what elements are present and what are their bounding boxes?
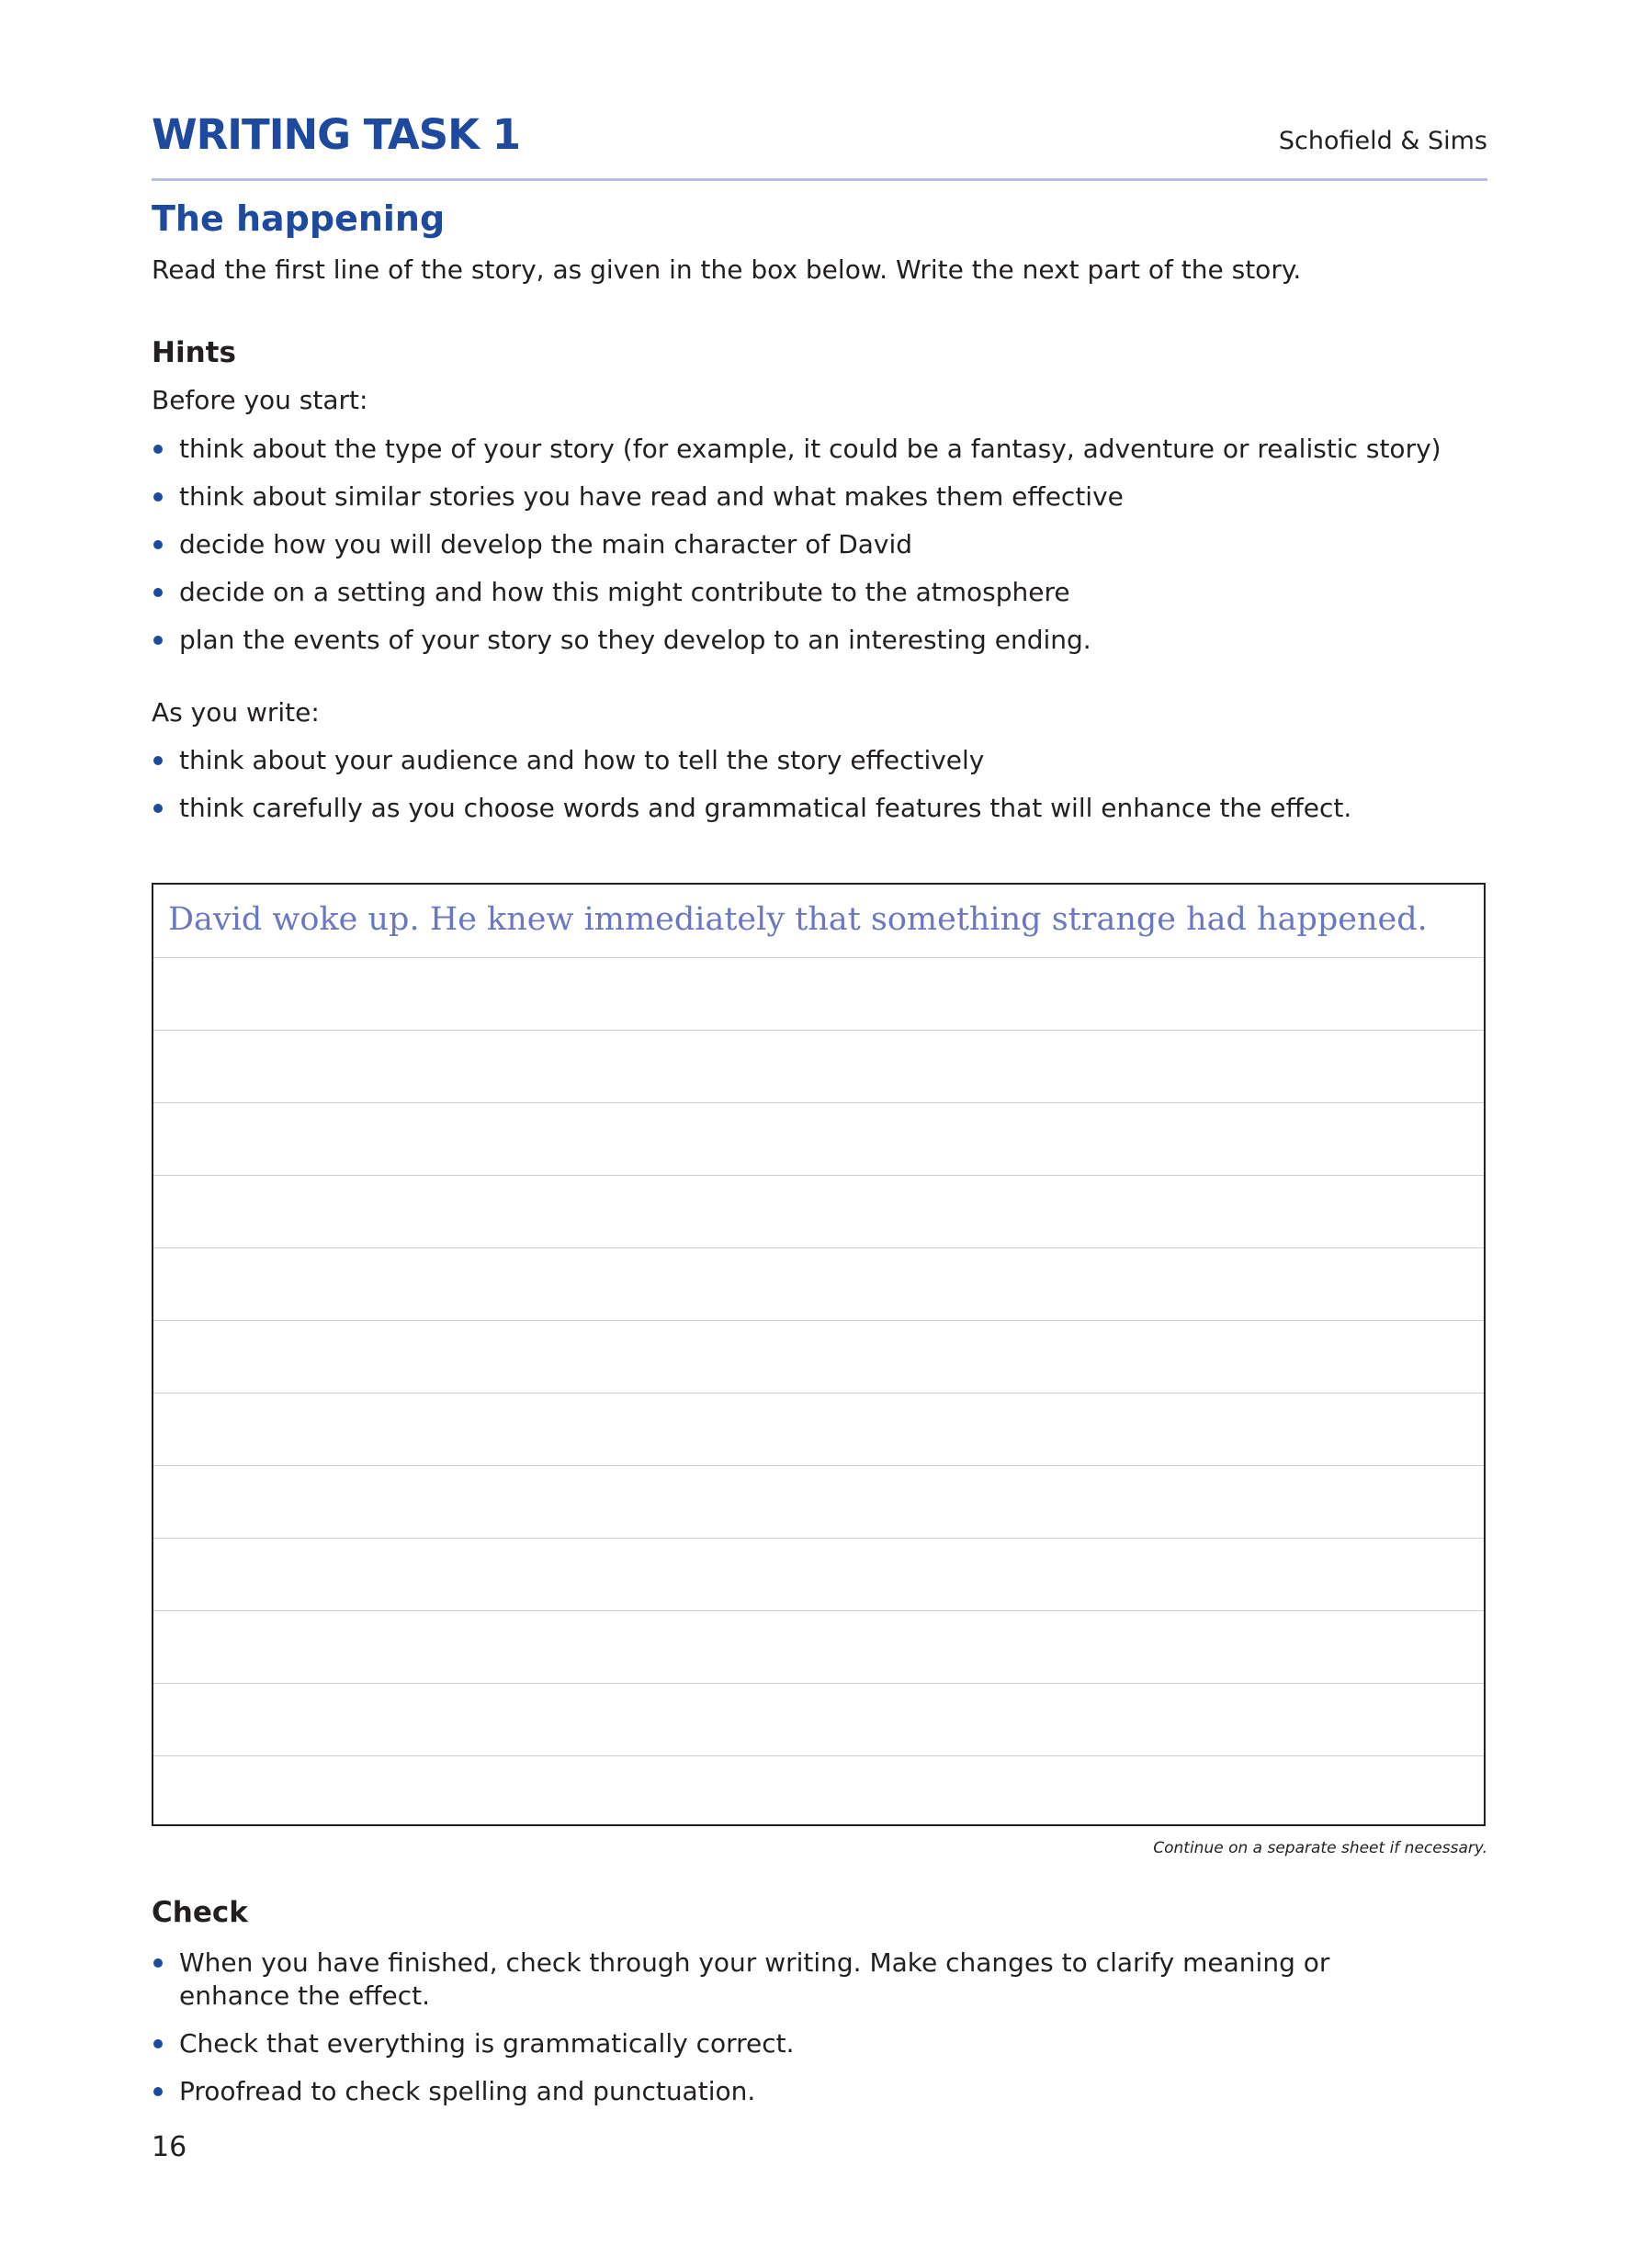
list-item [152, 528, 1441, 576]
list-item-text: think about your audience and how to tell the story effectively [179, 745, 985, 775]
writing-line[interactable] [153, 1175, 1484, 1176]
check-list [152, 1946, 1447, 2123]
list-item [152, 2027, 1447, 2075]
before-start-label: Before you start: [152, 385, 368, 415]
story-first-line: David woke up. He knew immediately that something strange had happened. [168, 901, 1428, 938]
page-header [152, 108, 1487, 181]
list-item [152, 2075, 1447, 2123]
publisher-name: Schofield & Sims [1278, 127, 1487, 155]
writing-line[interactable] [153, 1030, 1484, 1031]
list-item-text: think about the type of your story (for example, it could be a fantasy, adventure or realistic story) [179, 434, 1441, 464]
list-item [152, 792, 1351, 840]
list-item-text: Proofread to check spelling and punctuation. [179, 2076, 756, 2106]
list-item-text: decide on a setting and how this might contribute to the atmosphere [179, 577, 1070, 607]
task-instruction: Read the first line of the story, as given in the box below. Write the next part of the story. [152, 254, 1302, 285]
writing-line[interactable] [153, 1683, 1484, 1684]
story-writing-box[interactable] [152, 883, 1486, 1826]
writing-line[interactable] [153, 1465, 1484, 1466]
writing-line[interactable] [153, 1538, 1484, 1539]
bullet-icon [153, 2087, 163, 2096]
section-title: The happening [152, 198, 446, 239]
bullet-icon [153, 540, 163, 549]
writing-line[interactable] [153, 1102, 1484, 1103]
list-item-text: think about similar stories you have read and what makes them effective [179, 481, 1124, 512]
list-item [152, 624, 1441, 671]
bullet-icon [153, 756, 163, 765]
list-item-text: think carefully as you choose words and grammatical features that will enhance the effect. [179, 793, 1352, 823]
list-item-text: When you have finished, check through your writing. Make changes to clarify meaning or enhance the effect. [179, 1947, 1330, 2011]
list-item [152, 433, 1441, 480]
list-item [152, 576, 1441, 624]
list-item-text: plan the events of your story so they develop to an interesting ending. [179, 625, 1091, 655]
list-item [152, 1946, 1447, 2027]
check-heading: Check [152, 1896, 248, 1929]
task-title: WRITING TASK 1 [152, 110, 521, 159]
list-item [152, 744, 1351, 792]
page-number: 16 [152, 2131, 187, 2163]
writing-line[interactable] [153, 1320, 1484, 1321]
as-you-write-list [152, 744, 1351, 840]
writing-line[interactable] [153, 1610, 1484, 1611]
bullet-icon [153, 636, 163, 645]
bullet-icon [153, 492, 163, 502]
bullet-icon [153, 804, 163, 813]
list-item-text: decide how you will develop the main character of David [179, 529, 913, 559]
before-start-list [152, 433, 1441, 671]
bullet-icon [153, 2039, 163, 2048]
writing-line[interactable] [153, 1247, 1484, 1248]
writing-line[interactable] [153, 1755, 1484, 1756]
as-you-write-label: As you write: [152, 697, 320, 728]
bullet-icon [153, 588, 163, 597]
hints-heading: Hints [152, 336, 236, 369]
writing-line[interactable] [153, 1393, 1484, 1394]
list-item [152, 480, 1441, 528]
writing-line[interactable] [153, 957, 1484, 958]
bullet-icon [153, 445, 163, 454]
bullet-icon [153, 1958, 163, 1968]
continue-note: Continue on a separate sheet if necessary. [1153, 1839, 1487, 1857]
list-item-text: Check that everything is grammatically correct. [179, 2028, 795, 2059]
